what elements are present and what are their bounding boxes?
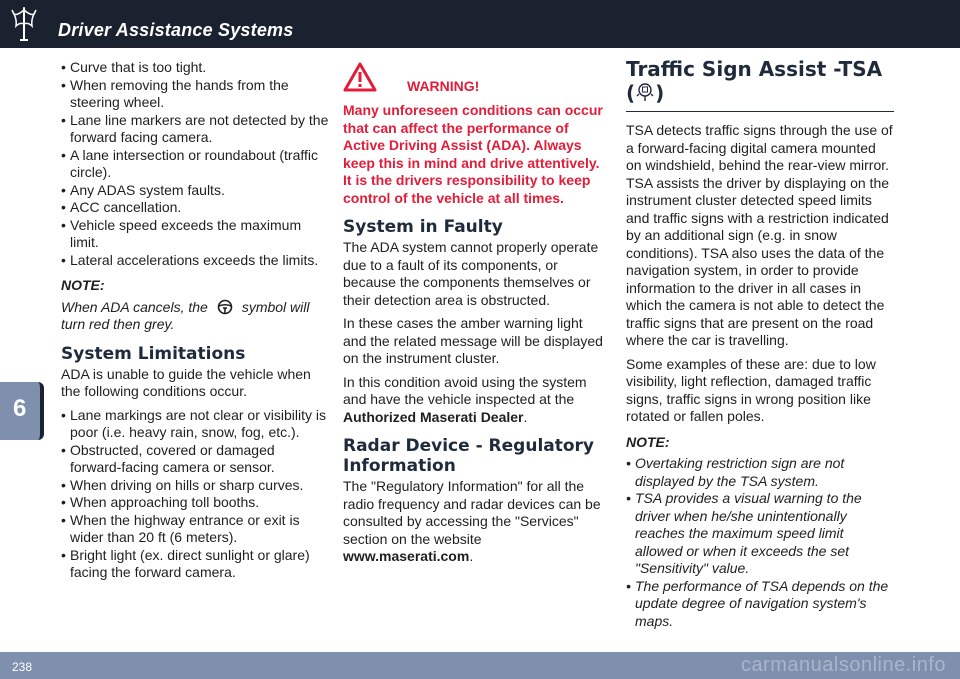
- list-item: • The performance of TSA depends on the update degree of navigation system's maps.: [626, 578, 894, 631]
- list-item: • When driving on hills or sharp curves.: [61, 477, 329, 495]
- note-text: [61, 299, 329, 334]
- tsa-notes-list: [626, 455, 894, 630]
- note-text-end: symbol will turn red then grey.: [61, 298, 310, 332]
- page-header: [0, 0, 960, 48]
- warning-header: [343, 62, 605, 92]
- column-left: [61, 59, 329, 588]
- faulty-paragraph-2: In these cases the amber warning light and the related message will be displayed on the instrument cluster.: [343, 315, 603, 366]
- tsa-paragraph-1: TSA detects traffic signs through the use of a forward-facing digital camera mounted on windshield, behind the rear-view mirror. TSA assists the driver by displaying on the instrument cluster detected speed limits and traffic signs with a restriction indicated by an additional sign (e.g. in snow conditions). TSA also uses the data of the navigation system, in order to provide information to the driver in all cases in which the camera is not able to detect the traffic signs that are present on the road where the car is travelling.: [626, 122, 893, 348]
- list-item: • When the highway entrance or exit is wider than 20 ft (6 meters).: [61, 512, 329, 547]
- radar-text-end: .: [469, 548, 474, 564]
- chapter-tab[interactable]: [0, 382, 44, 440]
- faulty-paragraph-3-end: .: [523, 408, 528, 425]
- tsa-heading: [626, 57, 894, 112]
- warning-title: WARNING!: [407, 78, 480, 94]
- tsa-paragraph-2: Some examples of these are: due to low visibility, light reflection, damaged traffic signs, traffic signs in wrong position like rotated or fallen poles.: [626, 355, 876, 424]
- list-item: • Any ADAS system faults.: [61, 182, 329, 200]
- radar-text: The "Regulatory Information" for all the radio frequency and radar devices can be consulted by accessing the "Services" section on the website: [343, 478, 601, 547]
- website-link[interactable]: www.maserati.com: [343, 548, 470, 564]
- trident-logo-icon: [8, 6, 40, 42]
- system-in-faulty-heading: System in Faulty: [343, 217, 503, 237]
- radar-paragraph: [343, 478, 605, 566]
- warning-triangle-icon: [343, 62, 377, 92]
- system-limitations-heading: System Limitations: [61, 343, 246, 364]
- traffic-sign-assist-icon: [635, 82, 655, 102]
- column-right: [626, 57, 894, 636]
- list-item: • Lane markings are not clear or visibility is poor (i.e. heavy rain, snow, fog, etc.).: [61, 407, 329, 442]
- page-number: 238: [12, 660, 33, 674]
- list-item: • Curve that is too tight.: [61, 59, 329, 77]
- list-item: • Lane line markers are not detected by the forward facing camera.: [61, 112, 329, 147]
- chapter-number: 6: [13, 395, 27, 422]
- faulty-paragraph-1: The ADA system cannot properly operate due to a fault of its components, or because the components themselves or their detection area is obstructed.: [343, 239, 599, 308]
- faulty-paragraph-3-text: In this condition avoid using the system and have the vehicle inspected at the: [343, 373, 587, 407]
- list-item: • TSA provides a visual warning to the driver when he/she unintentionally reaches the maximum speed limit allowed or when it exceeds the set "Sensitivity" value.: [626, 490, 894, 578]
- list-item: • Bright light (ex. direct sunlight or glare) facing the forward camera.: [61, 547, 329, 582]
- list-item: • ACC cancellation.: [61, 199, 329, 217]
- note-label: NOTE:: [61, 277, 105, 293]
- list-item: • Obstructed, covered or damaged forward-facing camera or sensor.: [61, 442, 329, 477]
- radar-regulatory-heading: Radar Device - Regulatory Information: [343, 436, 595, 476]
- watermark: carmanualsonline.info: [740, 654, 946, 676]
- limitations-list: [61, 407, 329, 582]
- list-item: • When approaching toll booths.: [61, 494, 329, 512]
- list-item: • Vehicle speed exceeds the maximum limit.: [61, 217, 329, 252]
- list-item: • Overtaking restriction sign are not displayed by the TSA system.: [626, 455, 894, 490]
- page-footer: [0, 652, 960, 679]
- list-item: • When removing the hands from the steering wheel.: [61, 77, 329, 112]
- column-middle: [343, 62, 605, 572]
- tsa-heading-text: Traffic Sign Assist -TSA (: [626, 57, 883, 105]
- note-text-start: When ADA cancels, the: [61, 298, 208, 315]
- section-title: Driver Assistance Systems: [58, 20, 294, 40]
- limitations-intro: ADA is unable to guide the vehicle when the following conditions occur.: [61, 365, 311, 399]
- cancel-conditions-list: [61, 59, 329, 269]
- faulty-paragraph-3: [343, 374, 605, 427]
- warning-text: Many unforeseen conditions can occur that can affect the performance of Active Driving Assist (ADA). Always keep this in mind and drive attentively. It is the drivers responsibility to keep control of the vehicle at all times.: [343, 102, 603, 206]
- list-item: • A lane intersection or roundabout (traffic circle).: [61, 147, 329, 182]
- list-item: • Lateral accelerations exceeds the limits.: [61, 252, 329, 270]
- dealer-name: Authorized Maserati Dealer: [343, 408, 524, 425]
- tsa-heading-close: ): [655, 81, 665, 105]
- note-label: NOTE:: [626, 433, 670, 450]
- steering-wheel-icon: [216, 299, 234, 315]
